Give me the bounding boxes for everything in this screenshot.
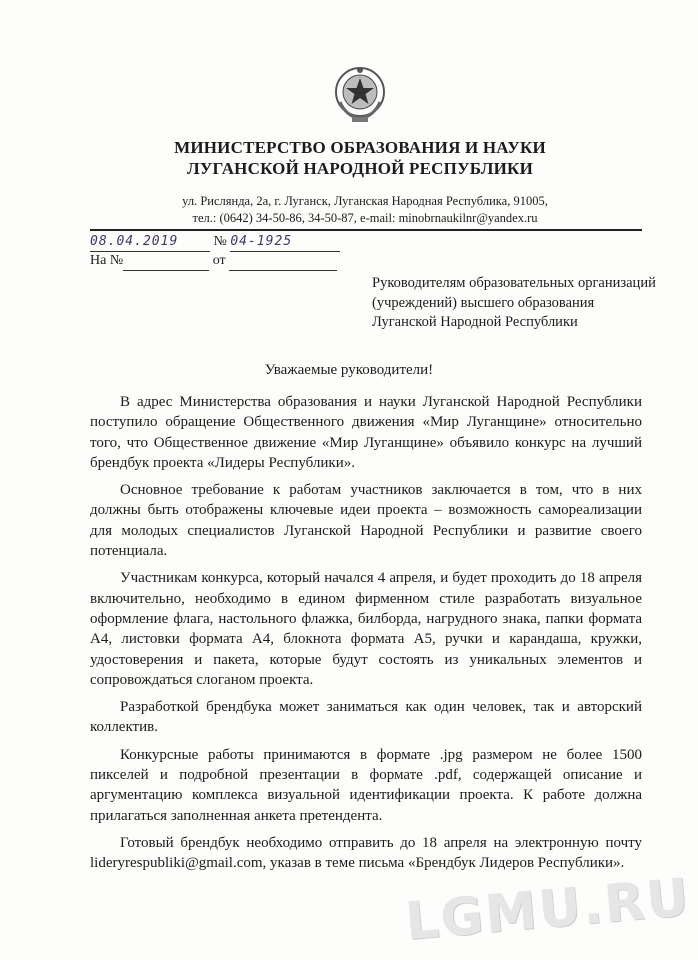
ministry-title-line1: МИНИСТЕРСТВО ОБРАЗОВАНИЯ И НАУКИ [174, 138, 546, 157]
letter-body [90, 392, 642, 881]
registration-date: 08.04.2019 [90, 234, 179, 249]
salutation: Уважаемые руководители! [264, 362, 434, 378]
watermark: LGMU.RU [402, 867, 693, 953]
ministry-address [150, 193, 580, 227]
paragraph: Разработкой брендбука может заниматься как один человек, так и авторский коллектив. [90, 699, 642, 736]
address-line1: ул. Рисляндa, 2а, г. Луганск, Луганская Народная Республика, 91005, [182, 194, 548, 208]
from-label: от [212, 253, 226, 268]
ministry-title-line2: ЛУГАНСКОЙ НАРОДНОЙ РЕСПУБЛИКИ [186, 159, 534, 178]
registration-line [90, 233, 340, 252]
header-divider [90, 229, 642, 231]
paragraph: Участникам конкурса, который начался 4 апреля, и будет проходить до 18 апреля включительно, необходимо в едином фирменном стиле разработать визуальное оформление флага, настольного флажка, билборда, нагрудного знака, папки формата А4, листовки формата А4, блокнота формата А5, ручки и карандаша, кружки, удостоверения и пакета, которые будут состоять из уникальных элементов и сопровождаться слоганом проекта. [90, 570, 642, 688]
ministry-title [150, 137, 570, 179]
paragraph: В адрес Министерства образования и науки Луганской Народной Республики поступило обращение Общественного движения «Мир Луганщине» относительно того, что Общественное движение «Мир Луганщине» объявило конкурс на лучший брендбук проекта «Лидеры Республики». [90, 394, 642, 471]
reply-reference-line [90, 252, 337, 271]
reply-label: На № [90, 253, 124, 268]
addressee-block: Руководителям образовательных организаций (учреждений) высшего образования Луганской Народной Республики [372, 275, 656, 330]
paragraph: Готовый брендбук необходимо отправить до 18 апреля на электронную почту liderуrespubliki@gmail.com, указав в теме письма «Брендбук Лидеров Республики». [90, 834, 642, 872]
number-sign: № [213, 234, 227, 249]
paragraph: Основное требование к работам участников заключается в том, что в них должны быть отображены ключевые идеи проекта – возможность самореализации для молодых специалистов Луганской Народной Республики и развитие своего потенциала. [90, 482, 642, 560]
registration-number: 04-1925 [230, 234, 293, 249]
address-line2: тел.: (0642) 34-50-86, 34-50-87, e-mail: minobrnaukilnr@yandex.ru [192, 211, 538, 225]
paragraph: Конкурсные работы принимаются в формате .jpg размером не более 1500 пикселей и подробной презентации в формате .pdf, содержащей описание и аргументацию комплекса визуальной идентификации проекта. К работе должна прилагаться заполненная анкета претендента. [90, 746, 642, 824]
coat-of-arms-icon [332, 62, 388, 124]
